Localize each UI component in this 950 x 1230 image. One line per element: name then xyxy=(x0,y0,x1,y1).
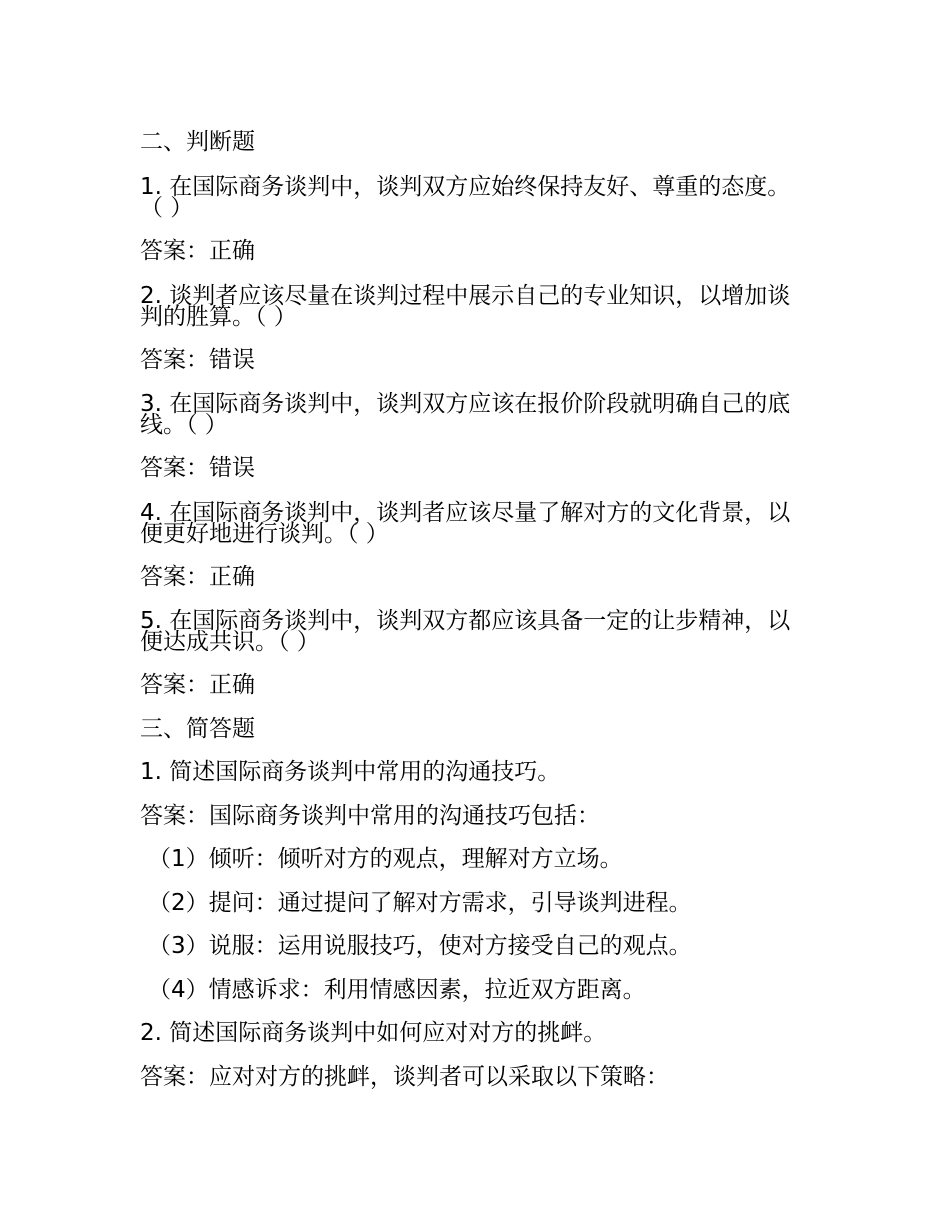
section-heading-judgment: 二、判断题 xyxy=(140,129,255,155)
answer-text: 答案：应对对方的挑衅，谈判者可以采取以下策略： xyxy=(140,1064,669,1090)
answer-text: 答案：正确 xyxy=(140,564,255,590)
answer-point: （2）提问：通过提问了解对方需求，引导谈判进程。 xyxy=(148,890,692,916)
answer-text: 答案：国际商务谈判中常用的沟通技巧包括： xyxy=(140,803,600,829)
answer-point: （3）说服：运用说服技巧，使对方接受自己的观点。 xyxy=(148,933,692,959)
answer-text: 答案：错误 xyxy=(140,347,255,373)
question-item: 2. 谈判者应该尽量在谈判过程中展示自己的专业知识，以增加谈判的胜算。（ ） xyxy=(140,283,791,330)
question-item: 1. 在国际商务谈判中，谈判双方应始终保持友好、尊重的态度。（ ） xyxy=(140,174,791,221)
section-heading-short-answer: 三、简答题 xyxy=(140,716,255,742)
answer-point: （4）情感诉求：利用情感因素，拉近双方距离。 xyxy=(148,977,646,1003)
answer-text: 答案：正确 xyxy=(140,672,255,698)
question-item: 2. 简述国际商务谈判中如何应对对方的挑衅。 xyxy=(140,1020,607,1046)
answer-point: （1）倾听：倾听对方的观点，理解对方立场。 xyxy=(148,846,623,872)
question-item: 5. 在国际商务谈判中，谈判双方都应该具备一定的让步精神，以便达成共识。（ ） xyxy=(140,608,791,655)
question-item: 4. 在国际商务谈判中，谈判者应该尽量了解对方的文化背景，以便更好地进行谈判。（ ） xyxy=(140,500,791,547)
question-item: 3. 在国际商务谈判中，谈判双方应该在报价阶段就明确自己的底线。（ ） xyxy=(140,391,791,438)
answer-text: 答案：正确 xyxy=(140,238,255,264)
answer-text: 答案：错误 xyxy=(140,455,255,481)
question-item: 1. 简述国际商务谈判中常用的沟通技巧。 xyxy=(140,759,561,785)
